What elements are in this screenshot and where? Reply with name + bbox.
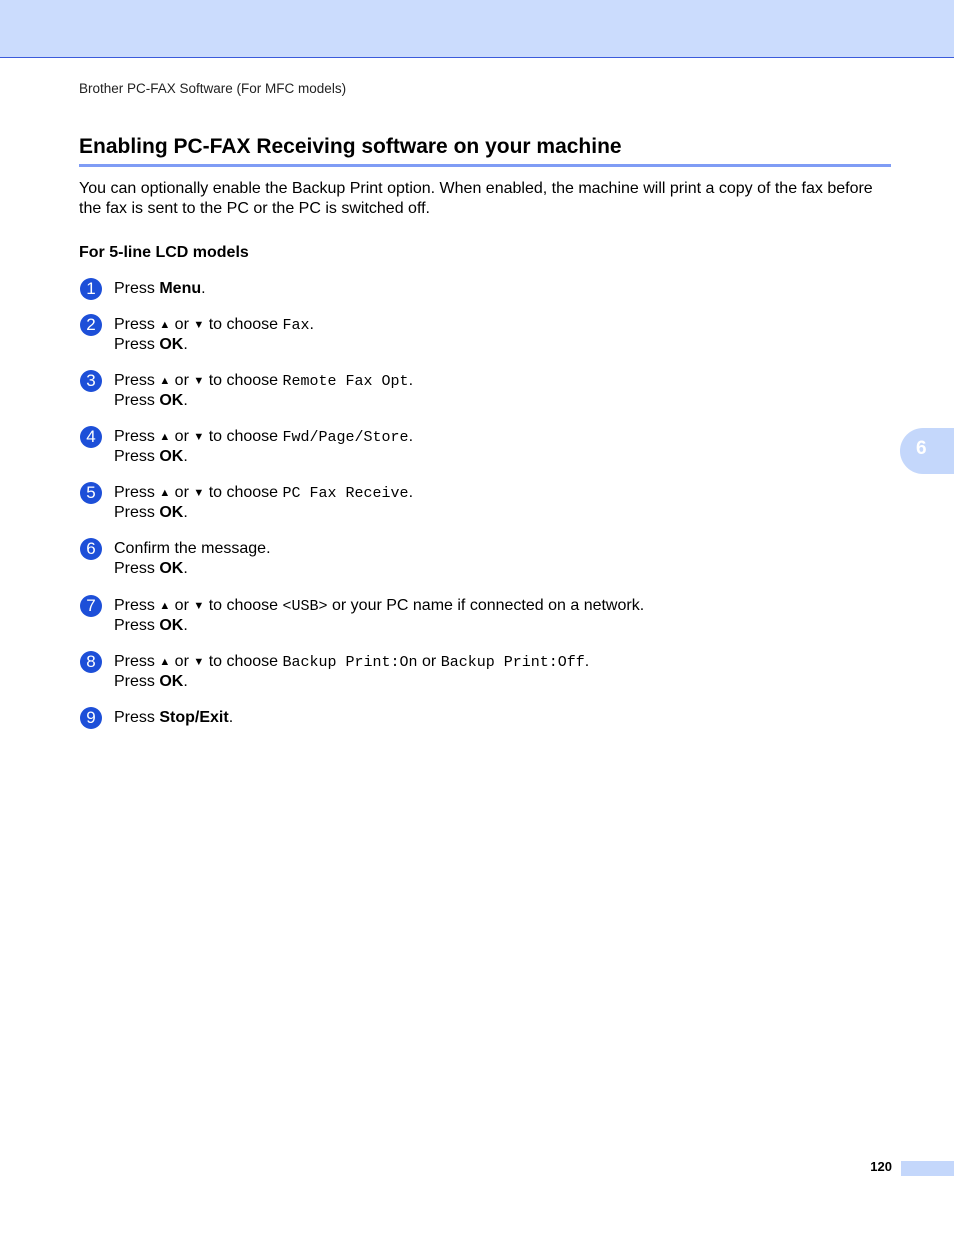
step-number-badge: 5 xyxy=(80,482,102,504)
step-confirm: Press OK. xyxy=(114,560,188,577)
step-number-badge: 3 xyxy=(80,370,102,392)
page-number: 120 xyxy=(870,1159,892,1174)
step-number-badge: 2 xyxy=(80,314,102,336)
lcd-option: Fwd/Page/Store xyxy=(282,429,409,446)
lcd-option: Remote Fax Opt xyxy=(282,373,409,390)
up-arrow-icon: ▲ xyxy=(159,431,171,443)
up-arrow-icon: ▲ xyxy=(159,487,171,499)
step-instruction: Press ▲ or ▼ to choose Fax. xyxy=(114,316,314,334)
step-confirm: Press OK. xyxy=(114,448,188,465)
ok-key-label: OK xyxy=(159,392,184,409)
step-instruction: Press ▲ or ▼ to choose PC Fax Receive. xyxy=(114,484,414,502)
page-number-bar xyxy=(901,1161,954,1176)
chapter-number: 6 xyxy=(916,438,927,459)
section-title: Enabling PC-FAX Receiving software on your machine xyxy=(79,135,891,167)
step-number-badge: 1 xyxy=(80,278,102,300)
step-instruction: Press ▲ or ▼ to choose Backup Print:On or Backup Print:Off. xyxy=(114,653,590,671)
step-number-badge: 4 xyxy=(80,426,102,448)
ok-key-label: OK xyxy=(159,617,184,634)
up-arrow-icon: ▲ xyxy=(159,319,171,331)
ok-key-label: OK xyxy=(159,336,184,353)
step-number-badge: 7 xyxy=(80,595,102,617)
step-instruction: Press Stop/Exit. xyxy=(114,709,234,726)
down-arrow-icon: ▼ xyxy=(193,319,205,331)
step-confirm: Press OK. xyxy=(114,336,188,353)
step-confirm: Press OK. xyxy=(114,617,188,634)
running-head: Brother PC-FAX Software (For MFC models) xyxy=(79,81,347,96)
step-instruction: Press ▲ or ▼ to choose Remote Fax Opt. xyxy=(114,372,414,390)
lcd-option: <USB> xyxy=(282,598,328,615)
down-arrow-icon: ▼ xyxy=(193,431,205,443)
step-number-badge: 9 xyxy=(80,707,102,729)
down-arrow-icon: ▼ xyxy=(193,375,205,387)
step-confirm: Press OK. xyxy=(114,673,188,690)
step-confirm: Press OK. xyxy=(114,392,188,409)
lcd-option-on: Backup Print:On xyxy=(282,654,418,671)
step-instruction: Confirm the message. xyxy=(114,540,271,557)
lcd-option-off: Backup Print:Off xyxy=(440,654,585,671)
subheading: For 5-line LCD models xyxy=(79,244,249,261)
ok-key-label: OK xyxy=(159,448,184,465)
key-label: Stop/Exit xyxy=(159,709,229,726)
lcd-option: PC Fax Receive xyxy=(282,485,409,502)
up-arrow-icon: ▲ xyxy=(159,656,171,668)
up-arrow-icon: ▲ xyxy=(159,375,171,387)
key-label: Menu xyxy=(159,280,202,297)
ok-key-label: OK xyxy=(159,560,184,577)
down-arrow-icon: ▼ xyxy=(193,656,205,668)
lcd-option: Fax xyxy=(282,317,310,334)
up-arrow-icon: ▲ xyxy=(159,600,171,612)
down-arrow-icon: ▼ xyxy=(193,600,205,612)
step-instruction: Press ▲ or ▼ to choose Fwd/Page/Store. xyxy=(114,428,414,446)
ok-key-label: OK xyxy=(159,504,184,521)
header-band xyxy=(0,0,954,58)
ok-key-label: OK xyxy=(159,673,184,690)
down-arrow-icon: ▼ xyxy=(193,487,205,499)
step-confirm: Press OK. xyxy=(114,504,188,521)
step-number-badge: 6 xyxy=(80,538,102,560)
step-number-badge: 8 xyxy=(80,651,102,673)
step-instruction: Press ▲ or ▼ to choose <USB> or your PC name if connected on a network. xyxy=(114,597,645,615)
intro-paragraph: You can optionally enable the Backup Print option. When enabled, the machine will print a copy of the fax before the fax is sent to the PC or the PC is switched off. xyxy=(79,180,873,217)
step-instruction: Press Menu. xyxy=(114,280,206,297)
chapter-tab xyxy=(900,428,954,474)
